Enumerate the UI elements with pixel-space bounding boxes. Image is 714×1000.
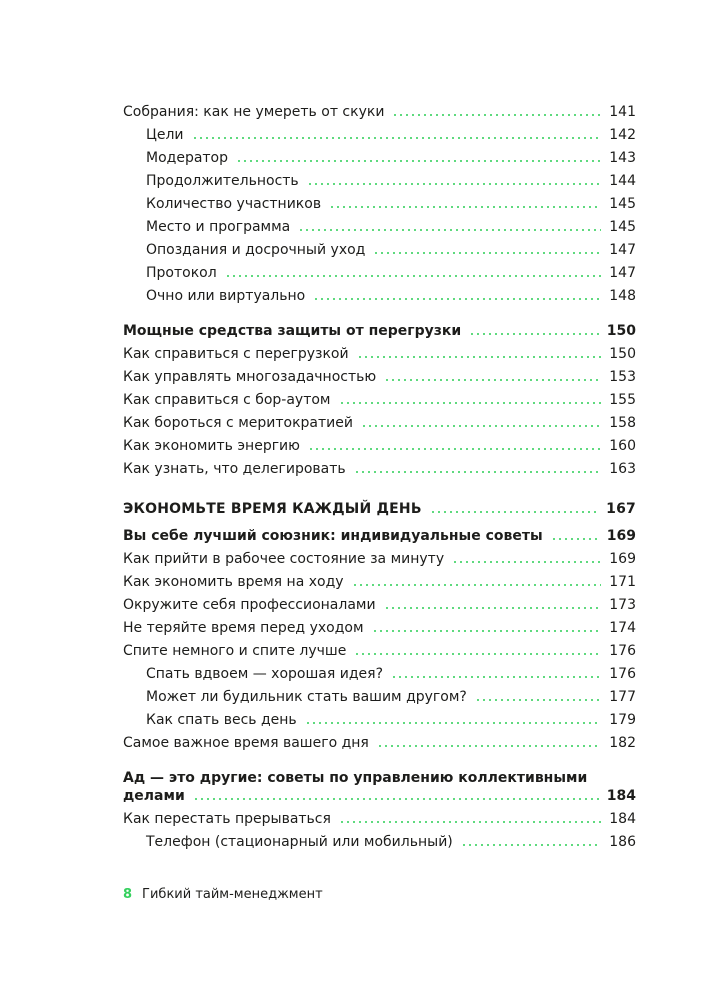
toc-section-collective-tips[interactable] <box>123 787 636 805</box>
toc-entry-title: Не теряйте время перед уходом <box>123 620 364 636</box>
page-footer <box>123 886 323 904</box>
toc-entry-title: Протокол <box>146 265 217 281</box>
toc-entry-page: 144 <box>609 173 636 189</box>
toc-entry-page: 158 <box>609 415 636 431</box>
toc-section-individual-tips[interactable] <box>123 527 636 545</box>
toc-entry-page: 182 <box>609 735 636 751</box>
toc-subentry[interactable] <box>146 833 636 851</box>
toc-entry-title: Как экономить энергию <box>123 438 300 454</box>
toc-entry-title: Как бороться с меритократией <box>123 415 353 431</box>
toc-entry-title: Количество участников <box>146 196 322 212</box>
dot-leader <box>236 160 601 162</box>
toc-section-title-line2: делами <box>123 788 185 804</box>
toc-entry[interactable] <box>123 460 636 478</box>
toc-entry[interactable] <box>123 734 636 752</box>
dot-leader <box>551 538 599 540</box>
dot-leader <box>469 333 599 335</box>
toc-entry[interactable] <box>123 414 636 432</box>
toc-entry-title: Продолжительность <box>146 173 299 189</box>
dot-leader <box>298 229 601 231</box>
toc-section-title-line1[interactable]: Ад — это другие: советы по управлению коллективными <box>123 770 588 786</box>
toc-entry[interactable] <box>123 596 636 614</box>
dot-leader <box>384 607 602 609</box>
toc-subentry[interactable] <box>146 218 636 236</box>
page-number: 8 <box>123 887 133 902</box>
toc-entry-page: 147 <box>609 265 636 281</box>
toc-entry-page: 184 <box>609 811 636 827</box>
toc-entry-title: Как спать весь день <box>146 712 297 728</box>
dot-leader <box>461 844 602 846</box>
toc-entry[interactable] <box>123 391 636 409</box>
dot-leader <box>225 275 602 277</box>
dot-leader <box>384 379 601 381</box>
toc-part-page: 167 <box>606 501 636 517</box>
toc-entry-page: 150 <box>609 346 636 362</box>
toc-entry-page: 176 <box>609 666 636 682</box>
toc-entry-page: 160 <box>609 438 636 454</box>
toc-entry-page: 169 <box>609 551 636 567</box>
toc-entry-title: Опоздания и досрочный уход <box>146 242 366 258</box>
toc-entry-title: Место и программа <box>146 219 291 235</box>
toc-entry-page: 171 <box>609 574 636 590</box>
dot-leader <box>354 471 602 473</box>
toc-subentry[interactable] <box>146 711 636 729</box>
toc-entry-page: 147 <box>609 242 636 258</box>
dot-leader <box>377 745 601 747</box>
toc-entry-title: Самое важное время вашего дня <box>123 735 369 751</box>
toc-section-page: 184 <box>606 788 636 804</box>
dot-leader <box>308 448 601 450</box>
toc-entry-title: Спите немного и спите лучше <box>123 643 347 659</box>
dot-leader <box>339 402 602 404</box>
dot-leader <box>475 699 601 701</box>
dot-leader <box>391 676 601 678</box>
dot-leader <box>352 584 602 586</box>
toc-entry-title: Как управлять многозадачностью <box>123 369 377 385</box>
toc-entry-title: Как справиться с перегрузкой <box>123 346 349 362</box>
toc-subentry[interactable] <box>146 264 636 282</box>
toc-entry-meetings[interactable] <box>123 103 636 121</box>
toc-entry-page: 145 <box>609 196 636 212</box>
dot-leader <box>305 722 602 724</box>
toc-entry-page: 179 <box>609 712 636 728</box>
toc-subentry[interactable] <box>146 665 636 683</box>
dot-leader <box>307 183 602 185</box>
toc-entry[interactable] <box>123 368 636 386</box>
toc-entry[interactable] <box>123 437 636 455</box>
toc-entry-title: Может ли будильник стать вашим другом? <box>146 689 467 705</box>
toc-entry-page: 176 <box>609 643 636 659</box>
dot-leader <box>329 206 601 208</box>
dot-leader <box>361 425 601 427</box>
toc-entry-title: Очно или виртуально <box>146 288 306 304</box>
toc-entry-page: 177 <box>609 689 636 705</box>
dot-leader <box>193 798 599 800</box>
toc-section-overload[interactable] <box>123 322 636 340</box>
toc-entry-title: Окружите себя профессионалами <box>123 597 376 613</box>
dot-leader <box>339 821 601 823</box>
toc-entry-page: 142 <box>609 127 636 143</box>
toc-entry[interactable] <box>123 550 636 568</box>
toc-subentry[interactable] <box>146 287 636 305</box>
toc-entry[interactable] <box>123 573 636 591</box>
toc-entry-page: 155 <box>609 392 636 408</box>
toc-section-page: 150 <box>606 323 636 339</box>
toc-entry-page: 173 <box>609 597 636 613</box>
dot-leader <box>354 653 601 655</box>
toc-entry-title: Как узнать, что делегировать <box>123 461 346 477</box>
toc-subentry[interactable] <box>146 172 636 190</box>
toc-entry-page: 143 <box>609 150 636 166</box>
toc-entry[interactable] <box>123 642 636 660</box>
toc-subentry[interactable] <box>146 195 636 213</box>
toc-subentry[interactable] <box>146 149 636 167</box>
toc-section-title: Мощные средства защиты от перегрузки <box>123 323 462 339</box>
dot-leader <box>372 630 602 632</box>
toc-subentry[interactable] <box>146 126 636 144</box>
toc-entry-title: Телефон (стационарный или мобильный) <box>146 834 453 850</box>
toc-entry-title: Как прийти в рабочее состояние за минуту <box>123 551 445 567</box>
toc-entry[interactable] <box>123 619 636 637</box>
dot-leader <box>452 561 601 563</box>
toc-entry-page: 141 <box>609 104 636 120</box>
toc-section-title: Вы себе лучший союзник: индивидуальные советы <box>123 528 543 544</box>
toc-entry-title: Как экономить время на ходу <box>123 574 344 590</box>
toc-subentry[interactable] <box>146 688 636 706</box>
toc-entry-title: Как перестать прерываться <box>123 811 331 827</box>
dot-leader <box>313 298 601 300</box>
toc-section-page: 169 <box>606 528 636 544</box>
toc-entry-page: 153 <box>609 369 636 385</box>
dot-leader <box>430 511 598 513</box>
dot-leader <box>392 114 601 116</box>
toc-entry-page: 174 <box>609 620 636 636</box>
toc-part-title: ЭКОНОМЬТЕ ВРЕМЯ КАЖДЫЙ ДЕНЬ <box>123 501 422 517</box>
toc-entry-title: Модератор <box>146 150 229 166</box>
toc-entry-title: Как справиться с бор-аутом <box>123 392 331 408</box>
dot-leader <box>373 252 601 254</box>
toc-entry-page: 145 <box>609 219 636 235</box>
running-title: Гибкий тайм-менеджмент <box>142 887 323 902</box>
toc-entry-title: Спать вдвоем — хорошая идея? <box>146 666 383 682</box>
toc-part-heading[interactable] <box>123 500 636 518</box>
toc-entry[interactable] <box>123 345 636 363</box>
toc-entry-page: 148 <box>609 288 636 304</box>
toc-entry-page: 186 <box>609 834 636 850</box>
toc-entry-page: 163 <box>609 461 636 477</box>
toc-subentry[interactable] <box>146 241 636 259</box>
toc-entry-title: Собрания: как не умереть от скуки <box>123 104 385 120</box>
toc-entry[interactable] <box>123 810 636 828</box>
dot-leader <box>192 137 602 139</box>
dot-leader <box>357 356 602 358</box>
toc-entry-title: Цели <box>146 127 184 143</box>
